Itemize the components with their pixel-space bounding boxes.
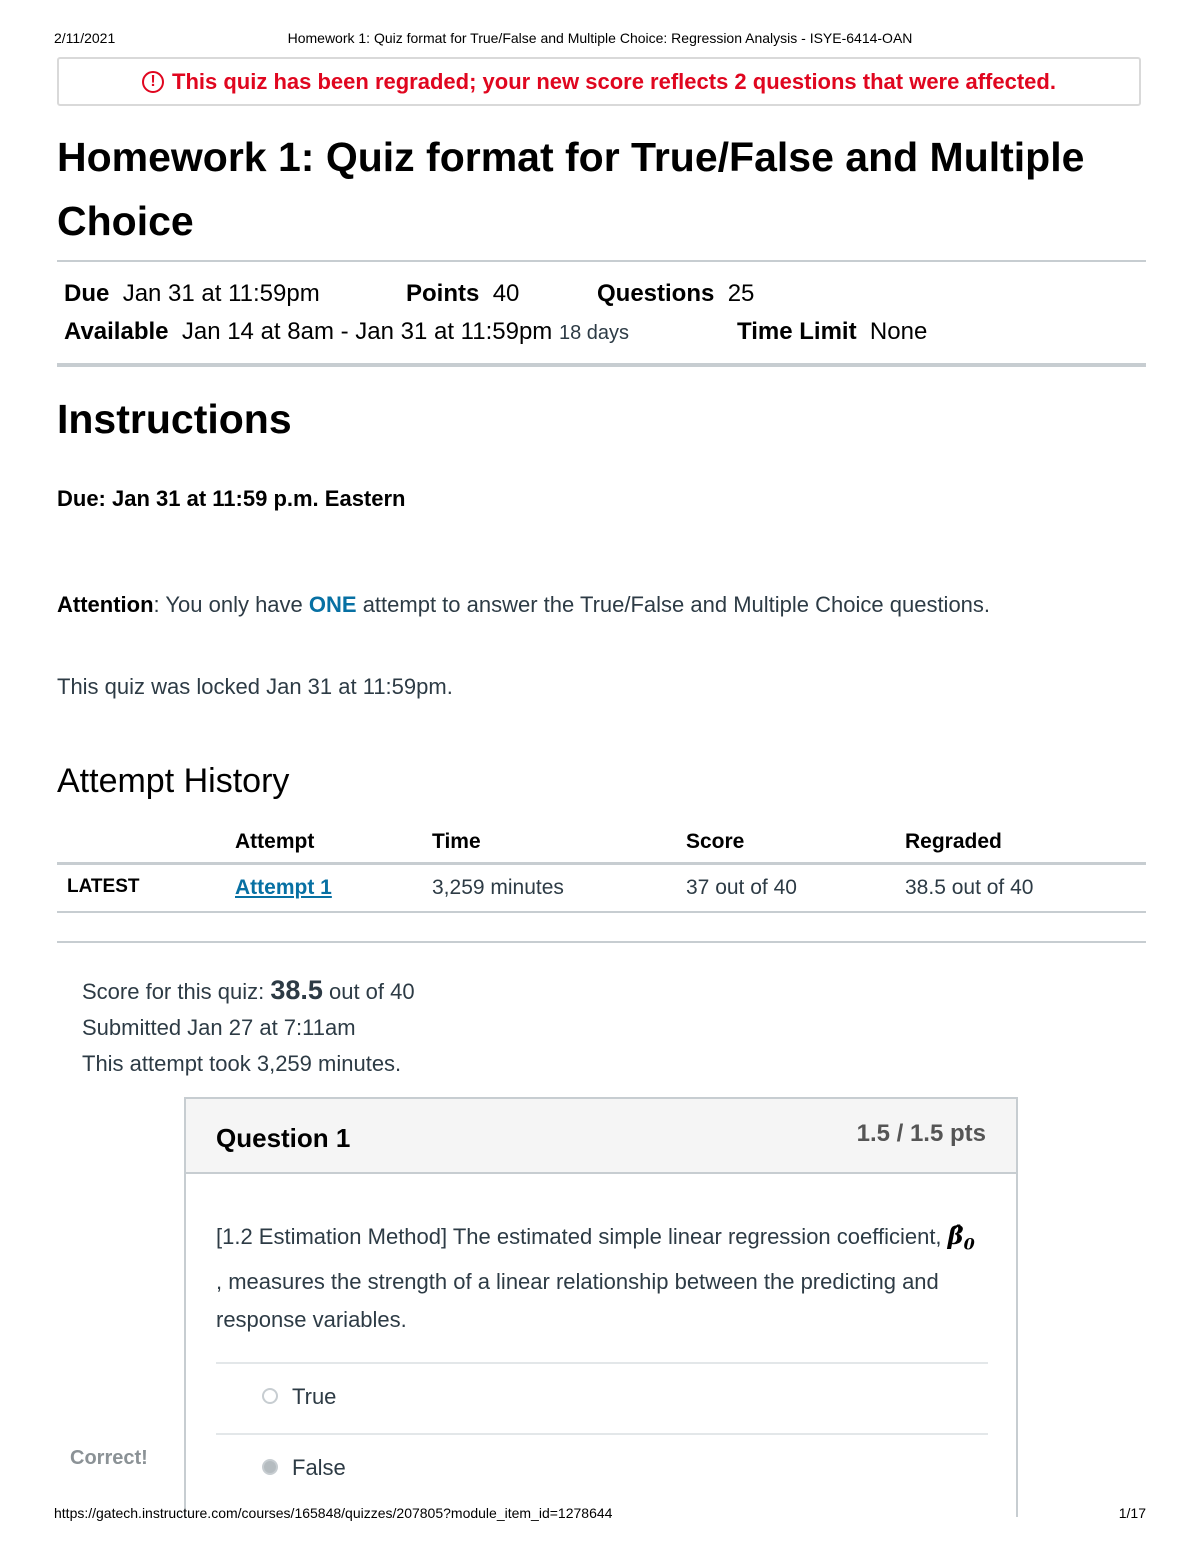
time-limit-value: None — [869, 318, 928, 345]
questions-label: Questions — [597, 280, 715, 307]
answer-label: False — [292, 1455, 346, 1480]
beta-subscript: 0 — [963, 1234, 975, 1254]
available-meta — [64, 318, 629, 346]
attention-emphasis: ONE — [308, 592, 357, 617]
radio-button-selected[interactable] — [262, 1459, 278, 1475]
attention-label: Attention — [57, 592, 154, 617]
score-summary — [82, 972, 415, 1082]
question-text — [216, 1217, 976, 1339]
table-header — [57, 826, 1146, 865]
table-row — [57, 865, 1146, 913]
answer-label: True — [292, 1384, 337, 1409]
available-value: Jan 14 at 8am - Jan 31 at 11:59pm — [181, 318, 553, 345]
score-label: Score for this quiz: — [82, 979, 271, 1004]
page-url: https://gatech.instructure.com/courses/165848/quizzes/207805?module_item_id=1278644 — [54, 1505, 613, 1521]
column-header: Regraded — [905, 830, 1002, 853]
attempt-history-heading: Attempt History — [57, 762, 290, 800]
warning-icon: ! — [142, 71, 164, 93]
submitted-line: Submitted Jan 27 at 7:11am — [82, 1015, 356, 1040]
latest-tag: LATEST — [67, 876, 140, 897]
print-date: 2/11/2021 — [54, 30, 116, 46]
correct-tag — [70, 1447, 148, 1470]
questions-value: 25 — [727, 280, 755, 307]
print-title: Homework 1: Quiz format for True/False and Multiple Choice: Regression Analysis - ISYE-6414-OAN — [287, 30, 913, 46]
divider — [57, 260, 1146, 262]
score-line — [82, 972, 415, 1010]
points-label: Points — [406, 280, 480, 307]
attempt-time: 3,259 minutes — [432, 876, 564, 899]
duration-line: This attempt took 3,259 minutes. — [82, 1051, 402, 1076]
question-text-pre: [1.2 Estimation Method] The estimated simple linear regression coefficient, — [216, 1224, 948, 1249]
column-header: Score — [686, 830, 745, 853]
attempt-link[interactable]: Attempt 1 — [235, 876, 332, 899]
available-label: Available — [64, 318, 169, 345]
questions-meta — [597, 280, 754, 308]
instructions-due: Due: Jan 31 at 11:59 p.m. Eastern — [57, 486, 406, 511]
quiz-meta-row-1 — [64, 280, 320, 308]
question-name: Question 1 — [216, 1123, 351, 1153]
due-value: Jan 31 at 11:59pm — [122, 280, 320, 307]
score-suffix: out of 40 — [322, 979, 415, 1004]
points-meta — [406, 280, 519, 308]
column-header: Attempt — [235, 830, 315, 853]
attention-post: attempt to answer the True/False and Multiple Choice questions. — [356, 592, 991, 617]
question-card — [184, 1097, 1018, 1517]
available-days: 18 days — [558, 322, 630, 344]
due-label: Due — [64, 280, 110, 307]
answer-option[interactable] — [216, 1362, 988, 1434]
time-limit-meta — [737, 318, 927, 346]
attempt-history-table — [57, 826, 1146, 913]
attention-pre: : You only have — [153, 592, 309, 617]
attempt-score: 37 out of 40 — [686, 876, 797, 899]
attention-text — [57, 592, 990, 618]
instructions-heading: Instructions — [57, 396, 292, 442]
question-text-post: , measures the strength of a linear relationship between the predicting and response variables. — [216, 1269, 939, 1333]
page-number: 1/17 — [1118, 1505, 1146, 1521]
regrade-alert — [57, 57, 1141, 106]
beta-hat-symbol: β̂ — [947, 1221, 964, 1250]
time-limit-label: Time Limit — [737, 318, 857, 345]
regrade-alert-text: This quiz has been regraded; your new score reflects 2 questions that were affected. — [172, 68, 1056, 94]
question-header — [186, 1099, 1016, 1174]
print-footer — [0, 1505, 1200, 1525]
locked-notice: This quiz was locked Jan 31 at 11:59pm. — [57, 674, 453, 699]
attempt-regraded: 38.5 out of 40 — [905, 876, 1034, 899]
points-value: 40 — [492, 280, 520, 307]
question-points: 1.5 / 1.5 pts — [856, 1120, 986, 1147]
page-title: Homework 1: Quiz format for True/False and Multiple Choice — [57, 134, 1085, 244]
divider — [57, 363, 1146, 367]
column-header: Time — [432, 830, 481, 853]
answer-option[interactable] — [216, 1433, 988, 1505]
print-header — [0, 30, 1200, 50]
divider — [57, 941, 1146, 943]
radio-button[interactable] — [262, 1388, 278, 1404]
correct-tag-text: Correct! — [70, 1447, 148, 1469]
score-value: 38.5 — [270, 975, 323, 1005]
